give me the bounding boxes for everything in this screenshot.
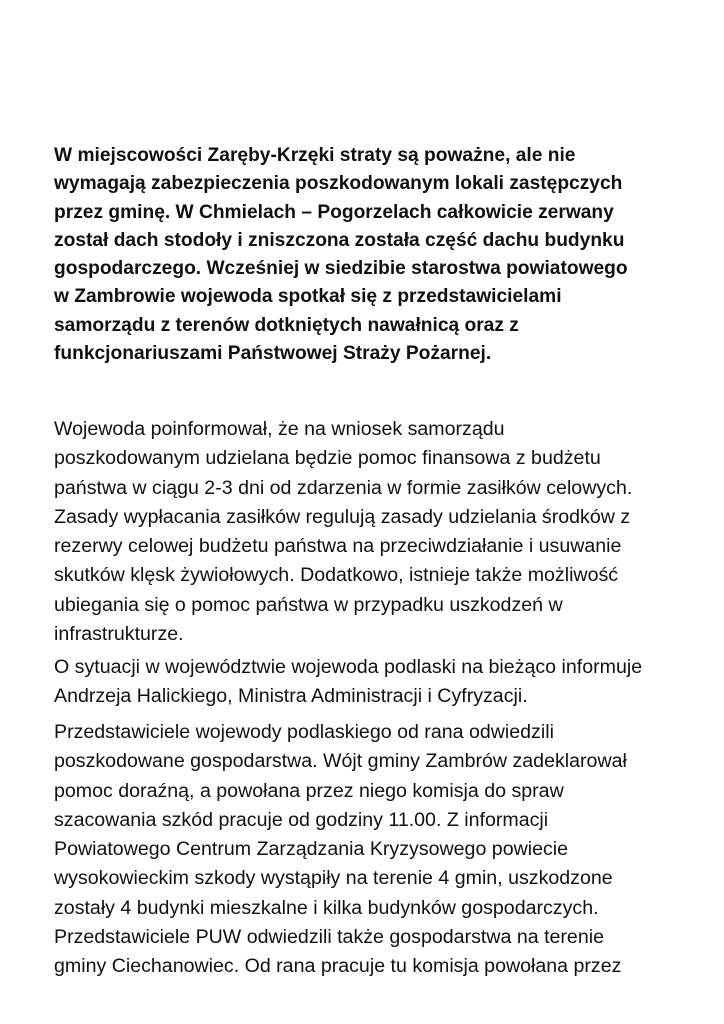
body-paragraph-representatives	[54, 718, 724, 982]
text-line: infrastrukturze.	[54, 623, 184, 646]
text-line: gminy Ciechanowiec. Od rana pracuje tu komisja powołana przez	[54, 955, 622, 978]
text-line: poszkodowane gospodarstwa. Wójt gminy Zambrów zadeklarował	[54, 750, 627, 773]
text-line: funkcjonariuszami Państwowej Straży Pożarnej.	[54, 343, 492, 365]
body-paragraph-aid	[54, 415, 724, 649]
text-line: państwa w ciągu 2-3 dni od zdarzenia w formie zasiłków celowych.	[54, 476, 633, 499]
text-line: gospodarczego. Wcześniej w siedzibie starostwa powiatowego	[54, 258, 628, 280]
text-line: Powiatowego Centrum Zarządzania Kryzysowego powiecie	[54, 838, 569, 861]
text-line: wysokowieckim szkody wystąpiły na terenie 4 gmin, uszkodzone	[54, 867, 613, 890]
text-line: zostały 4 budynki mieszkalne i kilka budynków gospodarczych.	[54, 896, 599, 919]
text-line: Przedstawiciele PUW odwiedzili także gospodarstwa na terenie	[54, 926, 604, 949]
text-line: skutków klęsk żywiołowych. Dodatkowo, istnieje także możliwość	[54, 564, 619, 587]
text-line: W miejscowości Zaręby-Krzęki straty są poważne, ale nie	[54, 145, 576, 166]
text-line: poszkodowanym udzielana będzie pomoc finansowa z budżetu	[54, 447, 601, 470]
body-paragraph-minister	[54, 653, 724, 712]
text-line: przez gminę. W Chmielach – Pogorzelach całkowicie zerwany	[54, 201, 614, 223]
text-line: ubiegania się o pomoc państwa w przypadku uszkodzeń w	[54, 593, 563, 616]
text-line: w Zambrowie wojewoda spotkał się z przedstawicielami	[54, 286, 562, 308]
text-line: Przedstawiciele wojewody podlaskiego od rana odwiedzili	[54, 721, 554, 743]
text-line: został dach stodoły i zniszczona została część dachu budynku	[54, 229, 625, 251]
text-line: Wojewoda poinformował, że na wniosek samorządu	[54, 418, 505, 440]
text-line: Andrzeja Halickiego, Ministra Administracji i Cyfryzacji.	[54, 685, 528, 708]
text-line: szacowania szkód pracuje od godziny 11.00. Z informacji	[54, 808, 549, 831]
text-line: rezerwy celowej budżetu państwa na przeciwdziałanie i usuwanie	[54, 535, 622, 558]
text-line: O sytuacji w województwie wojewoda podlaski na bieżąco informuje	[54, 656, 643, 678]
text-line: Zasady wypłacania zasiłków regulują zasady udzielania środków z	[54, 505, 631, 528]
text-line: samorządu z terenów dotkniętych nawałnicą oraz z	[54, 314, 519, 336]
text-line: wymagają zabezpieczenia poszkodowanym lokali zastępczych	[54, 173, 623, 195]
text-line: pomoc doraźną, a powołana przez niego komisja do spraw	[54, 779, 564, 802]
bold-intro-paragraph	[54, 142, 724, 368]
